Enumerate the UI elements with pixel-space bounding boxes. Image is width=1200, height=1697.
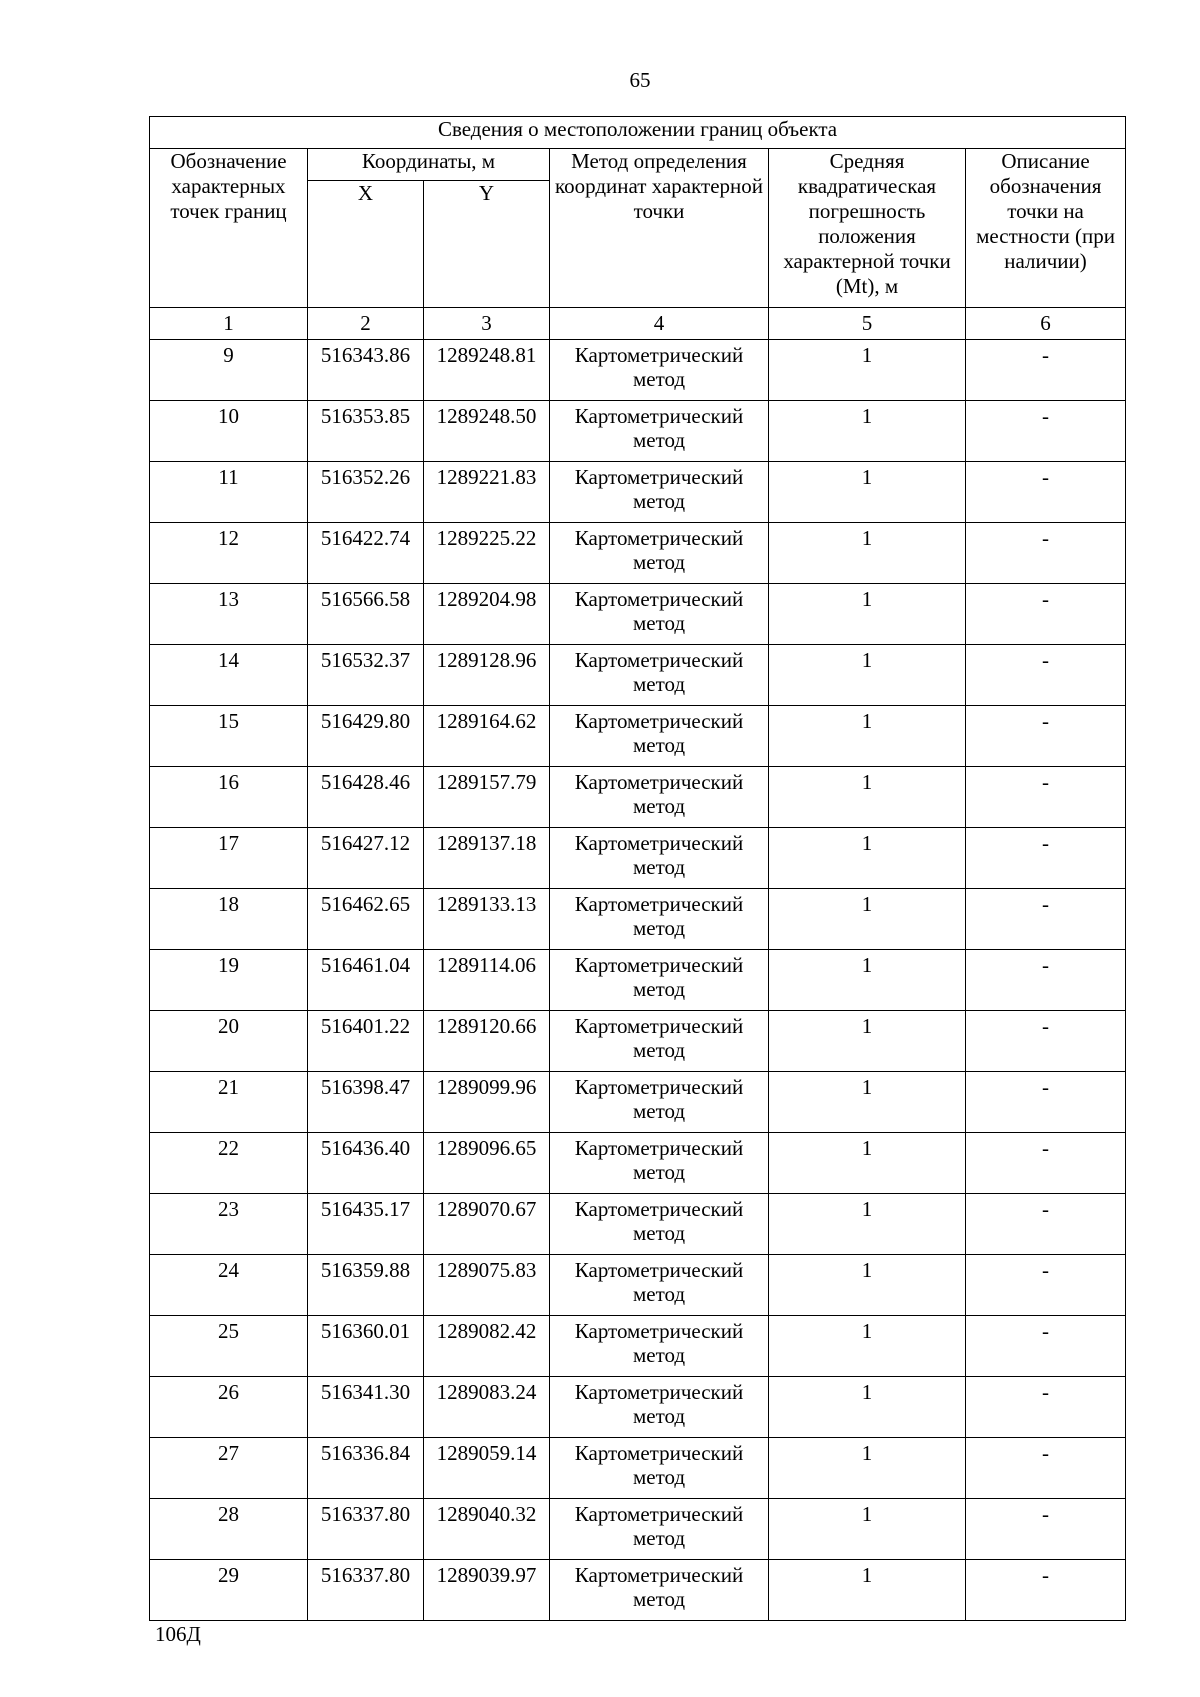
cell-y: 1289040.32 — [424, 1499, 550, 1560]
cell-method: Картометрический метод — [550, 1377, 769, 1438]
table-row — [150, 462, 1126, 523]
cell-y: 1289096.65 — [424, 1133, 550, 1194]
table-row — [150, 1438, 1126, 1499]
cell-method: Картометрический метод — [550, 645, 769, 706]
table-row — [150, 340, 1126, 401]
cell-description: - — [966, 523, 1126, 584]
cell-description: - — [966, 401, 1126, 462]
cell-description: - — [966, 462, 1126, 523]
column-number-row — [150, 308, 1126, 340]
cell-method: Картометрический метод — [550, 1560, 769, 1621]
cell-description: - — [966, 1377, 1126, 1438]
column-number: 1 — [150, 308, 308, 340]
cell-description: - — [966, 706, 1126, 767]
cell-point: 23 — [150, 1194, 308, 1255]
cell-description: - — [966, 767, 1126, 828]
cell-y: 1289128.96 — [424, 645, 550, 706]
cell-point: 9 — [150, 340, 308, 401]
cell-description: - — [966, 584, 1126, 645]
cell-error: 1 — [769, 462, 966, 523]
cell-method: Картометрический метод — [550, 1011, 769, 1072]
cell-y: 1289221.83 — [424, 462, 550, 523]
cell-description: - — [966, 1255, 1126, 1316]
cell-x: 516401.22 — [308, 1011, 424, 1072]
cell-x: 516422.74 — [308, 523, 424, 584]
cell-x: 516359.88 — [308, 1255, 424, 1316]
cell-x: 516337.80 — [308, 1560, 424, 1621]
cell-error: 1 — [769, 1133, 966, 1194]
cell-x: 516341.30 — [308, 1377, 424, 1438]
cell-y: 1289120.66 — [424, 1011, 550, 1072]
table-row — [150, 767, 1126, 828]
column-number: 5 — [769, 308, 966, 340]
cell-y: 1289082.42 — [424, 1316, 550, 1377]
cell-error: 1 — [769, 889, 966, 950]
cell-x: 516360.01 — [308, 1316, 424, 1377]
cell-y: 1289099.96 — [424, 1072, 550, 1133]
cell-error: 1 — [769, 340, 966, 401]
table-row — [150, 706, 1126, 767]
cell-error: 1 — [769, 1255, 966, 1316]
cell-y: 1289059.14 — [424, 1438, 550, 1499]
cell-description: - — [966, 1438, 1126, 1499]
cell-point: 19 — [150, 950, 308, 1011]
cell-y: 1289164.62 — [424, 706, 550, 767]
cell-description: - — [966, 1560, 1126, 1621]
cell-description: - — [966, 645, 1126, 706]
table-row — [150, 401, 1126, 462]
cell-method: Картометрический метод — [550, 523, 769, 584]
cell-y: 1289248.81 — [424, 340, 550, 401]
column-number: 6 — [966, 308, 1126, 340]
cell-x: 516353.85 — [308, 401, 424, 462]
table-row — [150, 584, 1126, 645]
cell-x: 516462.65 — [308, 889, 424, 950]
header-coordinates: Координаты, м — [308, 149, 550, 181]
cell-x: 516427.12 — [308, 828, 424, 889]
header-row — [150, 149, 1126, 181]
table-row — [150, 1194, 1126, 1255]
cell-point: 22 — [150, 1133, 308, 1194]
cell-error: 1 — [769, 950, 966, 1011]
cell-method: Картометрический метод — [550, 462, 769, 523]
cell-point: 15 — [150, 706, 308, 767]
cell-point: 21 — [150, 1072, 308, 1133]
cell-x: 516336.84 — [308, 1438, 424, 1499]
cell-x: 516566.58 — [308, 584, 424, 645]
cell-error: 1 — [769, 523, 966, 584]
cell-description: - — [966, 1072, 1126, 1133]
cell-error: 1 — [769, 1011, 966, 1072]
cell-x: 516337.80 — [308, 1499, 424, 1560]
table-row — [150, 1255, 1126, 1316]
footer-code: 106Д — [155, 1622, 201, 1646]
table-row — [150, 1377, 1126, 1438]
cell-description: - — [966, 1011, 1126, 1072]
cell-description: - — [966, 1133, 1126, 1194]
cell-x: 516352.26 — [308, 462, 424, 523]
cell-x: 516532.37 — [308, 645, 424, 706]
cell-y: 1289070.67 — [424, 1194, 550, 1255]
page-number: 65 — [629, 68, 651, 92]
cell-y: 1289083.24 — [424, 1377, 550, 1438]
table-title-row — [150, 117, 1126, 149]
table-row — [150, 950, 1126, 1011]
cell-method: Картометрический метод — [550, 1072, 769, 1133]
cell-point: 24 — [150, 1255, 308, 1316]
cell-method: Картометрический метод — [550, 1255, 769, 1316]
cell-error: 1 — [769, 1438, 966, 1499]
header-description: Описание обозначения точки на местности (при наличии) — [966, 149, 1126, 308]
cell-x: 516436.40 — [308, 1133, 424, 1194]
cell-method: Картометрический метод — [550, 1133, 769, 1194]
cell-point: 13 — [150, 584, 308, 645]
cell-y: 1289225.22 — [424, 523, 550, 584]
cell-description: - — [966, 828, 1126, 889]
cell-method: Картометрический метод — [550, 828, 769, 889]
table-row — [150, 1133, 1126, 1194]
header-y: Y — [424, 181, 550, 308]
header-error: Средняя квадратическая погрешность положения характерной точки (Mt), м — [769, 149, 966, 308]
cell-method: Картометрический метод — [550, 950, 769, 1011]
cell-x: 516428.46 — [308, 767, 424, 828]
table-row — [150, 645, 1126, 706]
column-number: 4 — [550, 308, 769, 340]
column-number: 2 — [308, 308, 424, 340]
cell-point: 10 — [150, 401, 308, 462]
cell-point: 27 — [150, 1438, 308, 1499]
cell-method: Картометрический метод — [550, 1194, 769, 1255]
cell-point: 25 — [150, 1316, 308, 1377]
table-row — [150, 1316, 1126, 1377]
cell-y: 1289075.83 — [424, 1255, 550, 1316]
cell-method: Картометрический метод — [550, 889, 769, 950]
cell-x: 516461.04 — [308, 950, 424, 1011]
cell-point: 29 — [150, 1560, 308, 1621]
cell-y: 1289133.13 — [424, 889, 550, 950]
cell-point: 28 — [150, 1499, 308, 1560]
cell-point: 18 — [150, 889, 308, 950]
header-point: Обозначение характерных точек границ — [150, 149, 308, 308]
cell-method: Картометрический метод — [550, 340, 769, 401]
cell-y: 1289157.79 — [424, 767, 550, 828]
table-row — [150, 1072, 1126, 1133]
cell-method: Картометрический метод — [550, 706, 769, 767]
cell-method: Картометрический метод — [550, 584, 769, 645]
cell-error: 1 — [769, 1499, 966, 1560]
cell-error: 1 — [769, 401, 966, 462]
header-method: Метод определения координат характерной точки — [550, 149, 769, 308]
cell-error: 1 — [769, 645, 966, 706]
cell-description: - — [966, 340, 1126, 401]
cell-y: 1289204.98 — [424, 584, 550, 645]
table-row — [150, 889, 1126, 950]
cell-method: Картометрический метод — [550, 767, 769, 828]
table-row — [150, 1560, 1126, 1621]
cell-x: 516435.17 — [308, 1194, 424, 1255]
cell-x: 516343.86 — [308, 340, 424, 401]
cell-point: 16 — [150, 767, 308, 828]
table-row — [150, 1499, 1126, 1560]
cell-method: Картометрический метод — [550, 1499, 769, 1560]
boundary-table — [149, 116, 1126, 1621]
cell-error: 1 — [769, 1377, 966, 1438]
cell-error: 1 — [769, 584, 966, 645]
cell-error: 1 — [769, 1560, 966, 1621]
cell-error: 1 — [769, 1316, 966, 1377]
cell-description: - — [966, 1316, 1126, 1377]
cell-y: 1289248.50 — [424, 401, 550, 462]
table-row — [150, 828, 1126, 889]
cell-point: 26 — [150, 1377, 308, 1438]
cell-point: 11 — [150, 462, 308, 523]
table-row — [150, 523, 1126, 584]
cell-method: Картометрический метод — [550, 1438, 769, 1499]
table-title: Сведения о местоположении границ объекта — [150, 117, 1126, 149]
cell-method: Картометрический метод — [550, 401, 769, 462]
cell-description: - — [966, 950, 1126, 1011]
cell-error: 1 — [769, 828, 966, 889]
cell-y: 1289039.97 — [424, 1560, 550, 1621]
cell-method: Картометрический метод — [550, 1316, 769, 1377]
cell-description: - — [966, 1194, 1126, 1255]
cell-description: - — [966, 889, 1126, 950]
cell-error: 1 — [769, 1194, 966, 1255]
cell-point: 17 — [150, 828, 308, 889]
cell-error: 1 — [769, 1072, 966, 1133]
cell-description: - — [966, 1499, 1126, 1560]
column-number: 3 — [424, 308, 550, 340]
header-x: X — [308, 181, 424, 308]
cell-x: 516429.80 — [308, 706, 424, 767]
cell-error: 1 — [769, 767, 966, 828]
cell-point: 14 — [150, 645, 308, 706]
cell-y: 1289114.06 — [424, 950, 550, 1011]
cell-point: 12 — [150, 523, 308, 584]
cell-y: 1289137.18 — [424, 828, 550, 889]
cell-point: 20 — [150, 1011, 308, 1072]
table-row — [150, 1011, 1126, 1072]
cell-error: 1 — [769, 706, 966, 767]
cell-x: 516398.47 — [308, 1072, 424, 1133]
